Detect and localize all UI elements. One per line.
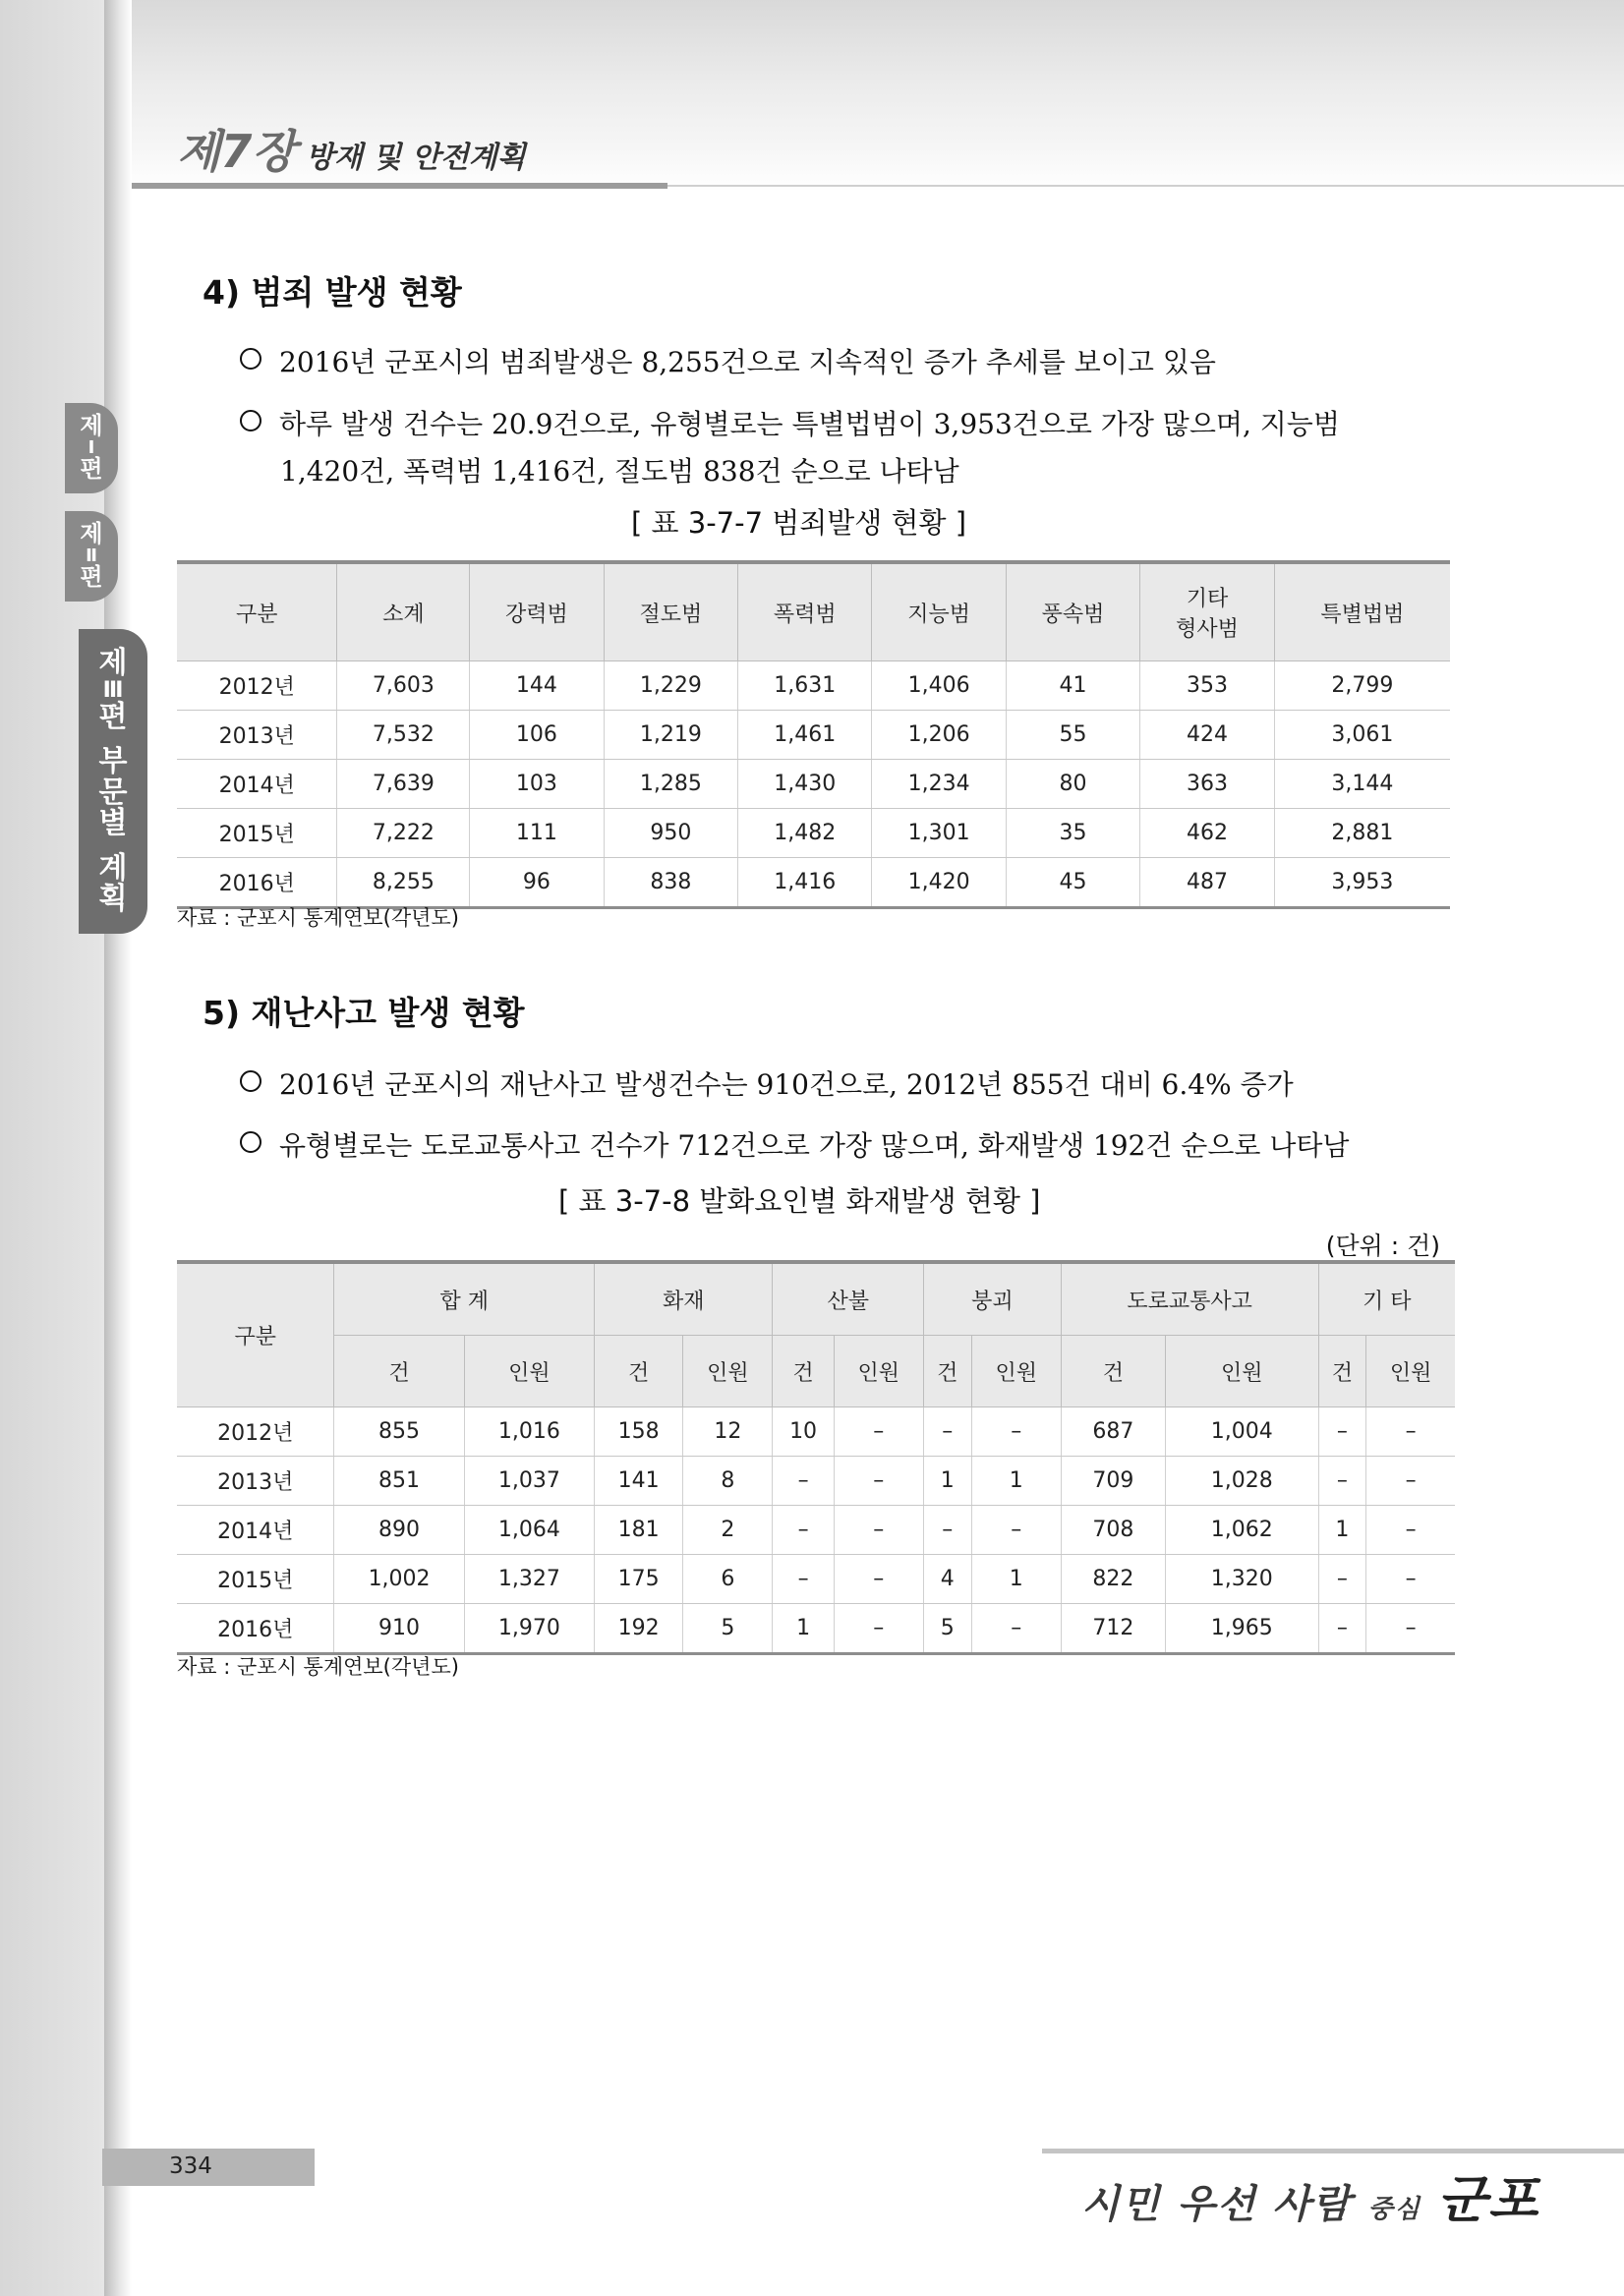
row-label: 2016년 — [177, 858, 337, 908]
table-cell: 1,327 — [464, 1555, 594, 1604]
table-cell: – — [971, 1407, 1061, 1457]
bullet-text: 유형별로는 도로교통사고 건수가 712건으로 가장 많으며, 화재발생 192건 순으로 나타남 — [279, 1129, 1350, 1162]
table-cell: 1,285 — [604, 760, 737, 809]
circle-bullet-icon — [240, 1131, 261, 1153]
table-cell: – — [834, 1604, 923, 1654]
table-cell: 1,037 — [464, 1457, 594, 1506]
row-label: 2015년 — [177, 809, 337, 858]
circle-bullet-icon — [240, 410, 261, 431]
section-heading-disaster: 5) 재난사고 발생 현황 — [203, 994, 525, 1032]
sub-header-count: 건 — [1061, 1336, 1165, 1407]
bullet-item — [240, 1063, 1294, 1103]
table-cell: 1,461 — [738, 711, 872, 760]
table-cell: 424 — [1140, 711, 1274, 760]
table-cell: – — [971, 1604, 1061, 1654]
table-cell: 3,061 — [1274, 711, 1450, 760]
table-cell: – — [773, 1506, 834, 1555]
tab-char: 제 — [80, 412, 103, 440]
column-header: 폭력범 — [738, 562, 872, 661]
table-cell: 1 — [971, 1457, 1061, 1506]
table-cell: 1,970 — [464, 1604, 594, 1654]
sub-header-count: 건 — [595, 1336, 683, 1407]
table-cell: 1 — [1318, 1506, 1366, 1555]
row-label: 2014년 — [177, 760, 337, 809]
group-header: 화재 — [595, 1262, 773, 1336]
table-cell: – — [1318, 1407, 1366, 1457]
table-cell: – — [1318, 1604, 1366, 1654]
table-cell: 1,631 — [738, 661, 872, 711]
table-cell: 851 — [334, 1457, 464, 1506]
bullet-continuation: 1,420건, 폭력범 1,416건, 절도범 838건 순으로 나타남 — [280, 455, 959, 488]
row-label: 2014년 — [177, 1506, 334, 1555]
table-cell: 144 — [470, 661, 604, 711]
crime-table — [177, 560, 1450, 909]
table-cell: 5 — [683, 1604, 773, 1654]
sub-header-count: 건 — [334, 1336, 464, 1407]
sub-header-people: 인원 — [1165, 1336, 1318, 1407]
table-cell: 1,320 — [1165, 1555, 1318, 1604]
tab-char: Ⅱ — [86, 545, 97, 566]
table-cell: – — [1318, 1457, 1366, 1506]
table-cell: 3,953 — [1274, 858, 1450, 908]
tab-char: 부 — [98, 744, 128, 779]
sub-header-people: 인원 — [464, 1336, 594, 1407]
table-cell: 910 — [334, 1604, 464, 1654]
table-row — [177, 1407, 1455, 1457]
table-cell: – — [1366, 1457, 1455, 1506]
table-cell: 1,002 — [334, 1555, 464, 1604]
table-cell: 12 — [683, 1407, 773, 1457]
table-cell: – — [971, 1506, 1061, 1555]
table-cell: 8,255 — [337, 858, 470, 908]
page-number: 334 — [169, 2153, 212, 2179]
table-cell: 7,532 — [337, 711, 470, 760]
table-cell: 1,406 — [872, 661, 1006, 711]
bullet-item — [240, 403, 1340, 442]
group-header: 붕괴 — [923, 1262, 1061, 1336]
tab-char: 계 — [98, 850, 128, 886]
column-header: 지능범 — [872, 562, 1006, 661]
table-cell: – — [773, 1555, 834, 1604]
table-cell: 3,144 — [1274, 760, 1450, 809]
group-header: 기 타 — [1318, 1262, 1455, 1336]
section-heading-crime: 4) 범죄 발생 현황 — [203, 273, 462, 312]
row-header: 구분 — [177, 1262, 334, 1407]
table-cell: – — [1366, 1407, 1455, 1457]
table-cell: 80 — [1006, 760, 1139, 809]
table-cell: 103 — [470, 760, 604, 809]
table-cell: 1 — [773, 1604, 834, 1654]
table-cell: 1,028 — [1165, 1457, 1318, 1506]
tab-char: 제 — [80, 520, 103, 548]
column-header: 풍속범 — [1006, 562, 1139, 661]
unit-note: (단위 : 건) — [1325, 1232, 1440, 1260]
table-row — [177, 711, 1450, 760]
table-cell: 687 — [1061, 1407, 1165, 1457]
table-cell: – — [834, 1506, 923, 1555]
bullet-item — [240, 341, 1216, 380]
table-cell: 708 — [1061, 1506, 1165, 1555]
table-cell: – — [923, 1506, 971, 1555]
tab-char: 편 — [80, 563, 103, 592]
table-cell: 363 — [1140, 760, 1274, 809]
table-cell: 181 — [595, 1506, 683, 1555]
table-cell: 1,430 — [738, 760, 872, 809]
row-label: 2012년 — [177, 1407, 334, 1457]
table-cell: 10 — [773, 1407, 834, 1457]
row-label: 2016년 — [177, 1604, 334, 1654]
table-cell: 2,881 — [1274, 809, 1450, 858]
table-cell: – — [834, 1555, 923, 1604]
side-tab-part2[interactable] — [65, 511, 118, 602]
table-cell: 1,965 — [1165, 1604, 1318, 1654]
table-cell: 7,603 — [337, 661, 470, 711]
header-rule — [132, 183, 667, 189]
column-header: 특별법범 — [1274, 562, 1450, 661]
table-cell: 111 — [470, 809, 604, 858]
column-header: 소계 — [337, 562, 470, 661]
table-cell: 1,301 — [872, 809, 1006, 858]
table-cell: – — [1366, 1506, 1455, 1555]
table-cell: 2,799 — [1274, 661, 1450, 711]
row-label: 2012년 — [177, 661, 337, 711]
table-cell: 822 — [1061, 1555, 1165, 1604]
bullet-text: 2016년 군포시의 재난사고 발생건수는 910건으로, 2012년 855건 대비 6.4% 증가 — [279, 1068, 1294, 1101]
tab-char: 문 — [98, 775, 128, 810]
column-header: 기타 형사범 — [1140, 562, 1274, 661]
row-label: 2015년 — [177, 1555, 334, 1604]
table-cell: 141 — [595, 1457, 683, 1506]
source-note: 자료 : 군포시 통계연보(각년도) — [177, 906, 459, 930]
tab-char: 편 — [80, 455, 103, 484]
table-row — [177, 1506, 1455, 1555]
sub-header-people: 인원 — [971, 1336, 1061, 1407]
table-cell: 1,416 — [738, 858, 872, 908]
table-cell: 35 — [1006, 809, 1139, 858]
table-cell: 1,016 — [464, 1407, 594, 1457]
table-row — [177, 1604, 1455, 1654]
table-cell: 6 — [683, 1555, 773, 1604]
table-cell: 1 — [971, 1555, 1061, 1604]
table-cell: – — [1366, 1604, 1455, 1654]
table-cell: 1,482 — [738, 809, 872, 858]
tab-char: 별 — [98, 806, 128, 841]
table-cell: 4 — [923, 1555, 971, 1604]
column-header: 구분 — [177, 562, 337, 661]
circle-bullet-icon — [240, 348, 261, 370]
table-cell: 8 — [683, 1457, 773, 1506]
sub-header-count: 건 — [1318, 1336, 1366, 1407]
table-cell: 838 — [604, 858, 737, 908]
column-header: 강력범 — [470, 562, 604, 661]
table-row — [177, 1555, 1455, 1604]
table-cell: 353 — [1140, 661, 1274, 711]
tab-char: 편 — [98, 699, 128, 734]
table-cell: 1,064 — [464, 1506, 594, 1555]
sub-header-count: 건 — [773, 1336, 834, 1407]
table-cell: 1,234 — [872, 760, 1006, 809]
table-cell: 1,206 — [872, 711, 1006, 760]
binding-edge — [104, 0, 132, 2296]
sub-header-people: 인원 — [834, 1336, 923, 1407]
side-tab-part1[interactable] — [65, 403, 118, 493]
table-cell: 1,229 — [604, 661, 737, 711]
sub-header-people: 인원 — [683, 1336, 773, 1407]
table-cell: 1,420 — [872, 858, 1006, 908]
table-cell: 175 — [595, 1555, 683, 1604]
chapter-header — [177, 116, 526, 181]
table-cell: – — [773, 1457, 834, 1506]
tab-char: Ⅰ — [87, 436, 95, 458]
column-header: 절도범 — [604, 562, 737, 661]
table-cell: 7,222 — [337, 809, 470, 858]
table-cell: – — [923, 1407, 971, 1457]
table-caption-crime: [ 표 3-7-7 범죄발생 현황 ] — [631, 506, 967, 540]
header-rule-thin — [667, 185, 1624, 187]
table-cell: 487 — [1140, 858, 1274, 908]
table-cell: 1,062 — [1165, 1506, 1318, 1555]
table-cell: 712 — [1061, 1604, 1165, 1654]
table-cell: – — [834, 1457, 923, 1506]
chapter-number: 제7장 — [177, 125, 296, 178]
side-tab-part3-active[interactable] — [79, 629, 147, 934]
group-header: 산불 — [773, 1262, 923, 1336]
chapter-title: 방재 및 안전계획 — [305, 141, 526, 175]
table-cell: 45 — [1006, 858, 1139, 908]
table-cell: 96 — [470, 858, 604, 908]
table-cell: 709 — [1061, 1457, 1165, 1506]
table-cell: – — [834, 1407, 923, 1457]
table-row — [177, 858, 1450, 908]
sub-header-count: 건 — [923, 1336, 971, 1407]
table-cell: 106 — [470, 711, 604, 760]
tab-char: 획 — [98, 882, 128, 917]
footer-slogan — [1081, 2158, 1539, 2232]
disaster-table — [177, 1260, 1455, 1655]
table-cell: – — [1318, 1555, 1366, 1604]
table-cell: 2 — [683, 1506, 773, 1555]
table-cell: 890 — [334, 1506, 464, 1555]
table-row — [177, 760, 1450, 809]
table-row — [177, 809, 1450, 858]
table-cell: 1,219 — [604, 711, 737, 760]
source-note: 자료 : 군포시 통계연보(각년도) — [177, 1655, 459, 1679]
table-row — [177, 1457, 1455, 1506]
table-cell: 192 — [595, 1604, 683, 1654]
tab-char: 제 — [98, 646, 128, 681]
table-cell: – — [1366, 1555, 1455, 1604]
table-cell: 158 — [595, 1407, 683, 1457]
table-cell: 41 — [1006, 661, 1139, 711]
table-caption-fire: [ 표 3-7-8 발화요인별 화재발생 현황 ] — [558, 1184, 1041, 1218]
table-cell: 855 — [334, 1407, 464, 1457]
table-cell: 7,639 — [337, 760, 470, 809]
bullet-item — [240, 1124, 1349, 1164]
group-header: 합 계 — [334, 1262, 595, 1336]
group-header: 도로교통사고 — [1061, 1262, 1318, 1336]
slogan-text-small: 중심 — [1367, 2195, 1421, 2224]
slogan-text: 시민 우선 사람 — [1081, 2181, 1353, 2227]
table-cell: 462 — [1140, 809, 1274, 858]
table-cell: 1,004 — [1165, 1407, 1318, 1457]
sub-header-people: 인원 — [1366, 1336, 1455, 1407]
city-brand-logo: 군포 — [1436, 2170, 1540, 2230]
table-cell: 55 — [1006, 711, 1139, 760]
row-label: 2013년 — [177, 711, 337, 760]
circle-bullet-icon — [240, 1070, 261, 1092]
table-cell: 950 — [604, 809, 737, 858]
row-label: 2013년 — [177, 1457, 334, 1506]
bullet-text: 2016년 군포시의 범죄발생은 8,255건으로 지속적인 증가 추세를 보이고 있음 — [279, 346, 1216, 378]
tab-char: Ⅲ — [102, 677, 124, 703]
bullet-text: 하루 발생 건수는 20.9건으로, 유형별로는 특별법범이 3,953건으로 가장 많으며, 지능범 — [279, 408, 1340, 440]
table-cell: 5 — [923, 1604, 971, 1654]
footer-rule — [1042, 2149, 1624, 2153]
table-cell: 1 — [923, 1457, 971, 1506]
table-row — [177, 661, 1450, 711]
